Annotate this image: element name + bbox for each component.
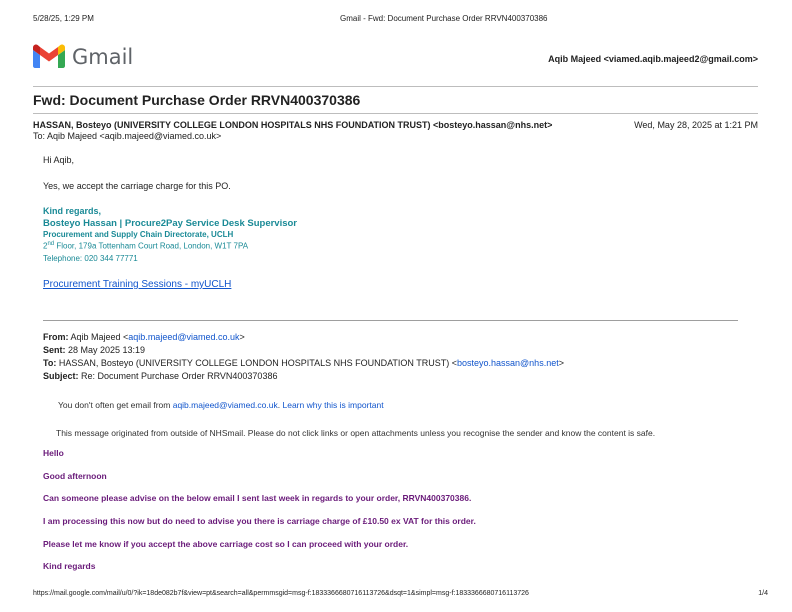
subject-divider [33, 113, 758, 114]
email-date: Wed, May 28, 2025 at 1:21 PM [634, 120, 758, 130]
sender-notice: You don't often get email from aqib.majeed@viamed.co.uk. Learn why this is important [58, 400, 384, 410]
quote-divider [43, 320, 738, 321]
quoted-from: From: Aqib Majeed <aqib.majeed@viamed.co.uk> [43, 332, 245, 342]
page-number: 1/4 [758, 590, 768, 597]
signature-phone: Telephone: 020 344 77771 [43, 254, 138, 263]
quoted-line: I am processing this now but do need to advise you there is carriage charge of £10.50 ex VAT for this order. [43, 516, 476, 526]
email-subject: Fwd: Document Purchase Order RRVN400370386 [33, 92, 361, 108]
learn-why-link[interactable]: Learn why this is important [282, 400, 384, 410]
email-body: Yes, we accept the carriage charge for this PO. [43, 181, 231, 191]
print-datetime: 5/28/25, 1:29 PM [33, 14, 94, 23]
signature-name: Bosteyo Hassan | Procure2Pay Service Desk Supervisor [43, 218, 298, 229]
notice-email-link[interactable]: aqib.majeed@viamed.co.uk [172, 400, 278, 410]
quoted-to-email[interactable]: bosteyo.hassan@nhs.net [457, 358, 559, 368]
header-divider [33, 86, 758, 87]
print-url: https://mail.google.com/mail/u/0/?ik=18de082b7f&view=pt&search=all&permmsgid=msg-f:1833366680716113726&dsqt=1&simpl=msg-f:1833366680716113726 [33, 590, 529, 597]
quoted-line: Hello [43, 448, 64, 458]
external-warning: This message originated from outside of NHSmail. Please do not click links or open attachments unless you recognise the sender and know the content is safe. [56, 428, 656, 438]
signature-regards: Kind regards, [43, 206, 102, 216]
email-greeting: Hi Aqib, [43, 155, 75, 165]
quoted-line: Please let me know if you accept the above carriage cost so I can proceed with your order. [43, 539, 409, 549]
quoted-line: Kind regards [43, 561, 96, 571]
gmail-logo-icon [33, 44, 65, 68]
gmail-wordmark: Gmail [72, 45, 134, 69]
quoted-from-email[interactable]: aqib.majeed@viamed.co.uk [128, 332, 240, 342]
training-link[interactable]: Procurement Training Sessions - myUCLH [43, 279, 232, 290]
signature-dept: Procurement and Supply Chain Directorate, UCLH [43, 230, 234, 239]
quoted-line: Good afternoon [43, 471, 107, 481]
email-from: HASSAN, Bosteyo (UNIVERSITY COLLEGE LONDON HOSPITALS NHS FOUNDATION TRUST) <bosteyo.hassan@nhs.net> [33, 120, 553, 130]
account-label: Aqib Majeed <viamed.aqib.majeed2@gmail.com> [548, 54, 758, 64]
quoted-to: To: HASSAN, Bosteyo (UNIVERSITY COLLEGE LONDON HOSPITALS NHS FOUNDATION TRUST) <bosteyo.hassan@nhs.net> [43, 358, 564, 368]
email-to: To: Aqib Majeed <aqib.majeed@viamed.co.uk> [33, 131, 222, 141]
signature-address: 2nd Floor, 179a Tottenham Court Road, London, W1T 7PA [43, 241, 249, 251]
quoted-line: Can someone please advise on the below email I sent last week in regards to your order, RRVN400370386. [43, 493, 472, 503]
quoted-subject: Subject: Re: Document Purchase Order RRVN400370386 [43, 371, 278, 381]
quoted-sent: Sent: 28 May 2025 13:19 [43, 345, 146, 355]
print-title: Gmail - Fwd: Document Purchase Order RRVN400370386 [340, 14, 548, 23]
